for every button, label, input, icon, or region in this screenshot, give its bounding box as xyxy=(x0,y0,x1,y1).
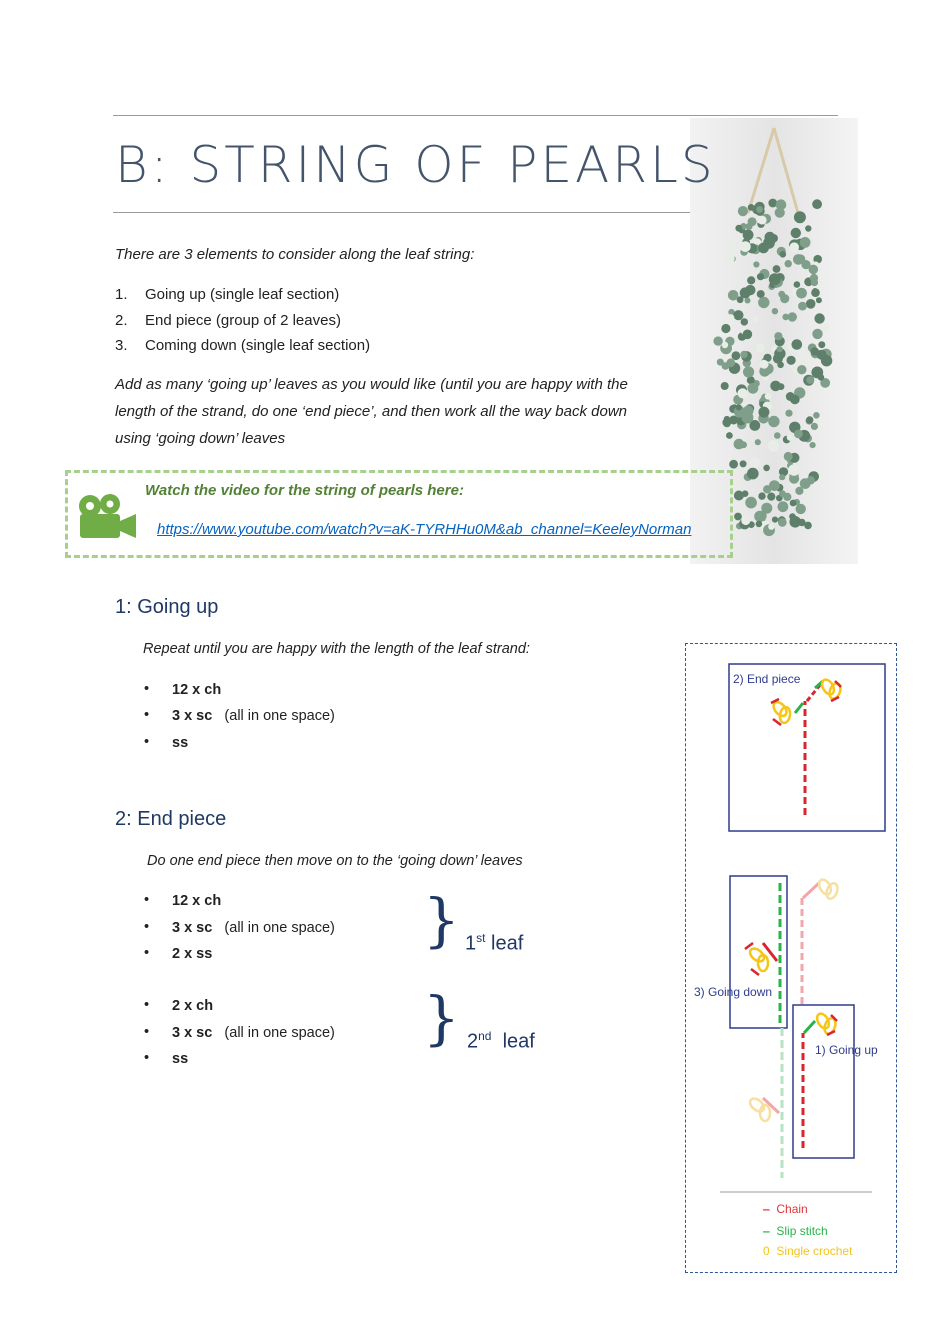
pearl-stitch xyxy=(748,383,759,394)
list-item: • ss xyxy=(144,734,189,751)
section-subtitle: Do one end piece then move on to the ‘going down’ leaves xyxy=(147,853,523,869)
pearl-stitch xyxy=(789,242,799,252)
pearl-stitch xyxy=(758,407,769,418)
pearl-stitch xyxy=(728,290,739,301)
pearl-stitch xyxy=(750,457,760,467)
pearl-stitch xyxy=(733,310,743,320)
pearl-stitch xyxy=(722,418,731,427)
pearl-stitch xyxy=(741,516,750,525)
pearl-stitch xyxy=(812,329,822,339)
pearl-stitch xyxy=(758,297,769,308)
list-item: 3. Coming down (single leaf section) xyxy=(115,337,371,354)
pearl-stitch xyxy=(757,273,764,280)
video-link[interactable]: https://www.youtube.com/watch?v=aK-TYRHHu0M&ab_channel=KeeleyNorman xyxy=(157,521,692,538)
stitch-diagram-drawing xyxy=(685,643,897,1273)
pearl-stitch xyxy=(773,354,783,364)
pearl-stitch xyxy=(817,350,827,360)
pearl-stitch xyxy=(767,440,779,452)
pearl-stitch xyxy=(769,480,780,491)
pearl-stitch xyxy=(741,412,753,424)
pearl-stitch xyxy=(769,273,781,285)
pearl-stitch xyxy=(724,253,735,264)
pearl-stitch xyxy=(734,439,745,450)
pearl-stitch xyxy=(738,388,748,398)
pearl-stitch xyxy=(800,237,811,248)
going-down-label: 3) Going down xyxy=(694,985,773,999)
top-rule xyxy=(113,115,838,116)
pearl-stitch xyxy=(765,393,772,400)
pearl-stitch xyxy=(784,452,793,461)
pearl-stitch xyxy=(806,299,816,309)
pearl-stitch xyxy=(760,360,769,369)
section-subtitle: Repeat until you are happy with the length of the leaf strand: xyxy=(143,641,530,657)
intro-text: There are 3 elements to consider along the leaf string: xyxy=(115,246,475,263)
pearl-stitch xyxy=(738,206,748,216)
list-item: • ss xyxy=(144,1050,189,1067)
pearl-stitch xyxy=(810,442,816,448)
pearl-stitch xyxy=(740,287,751,298)
pearl-stitch xyxy=(721,324,730,333)
pearl-stitch xyxy=(747,468,759,480)
pearl-stitch xyxy=(742,490,749,497)
pearl-stitch xyxy=(753,316,759,322)
pearl-stitch xyxy=(806,416,813,423)
pearl-stitch xyxy=(747,276,755,284)
pearl-stitch xyxy=(756,206,763,213)
pearl-stitch xyxy=(765,232,776,243)
pearl-stitch xyxy=(797,365,806,374)
pearl-stitch xyxy=(741,318,748,325)
pearl-stitch xyxy=(758,492,765,499)
pearl-stitch xyxy=(778,518,787,527)
pearl-stitch xyxy=(805,225,811,231)
pearl-stitch xyxy=(740,351,747,358)
brace-leaf-2: } xyxy=(423,984,460,1052)
pearl-stitch xyxy=(774,432,781,439)
pearl-stitch xyxy=(811,367,823,379)
pearl-stitch xyxy=(757,511,767,521)
pearl-stitch xyxy=(745,497,757,509)
pearl-stitch xyxy=(743,330,753,340)
legend-single-crochet: 0 Single crochet xyxy=(763,1244,853,1258)
list-item: • 12 x ch xyxy=(144,892,222,909)
pearl-stitch xyxy=(768,199,777,208)
pearl-stitch xyxy=(796,288,807,299)
pearl-stitch xyxy=(785,410,792,417)
pearl-stitch xyxy=(788,464,800,476)
pearl-stitch xyxy=(794,211,806,223)
pearl-stitch xyxy=(757,216,765,224)
pearl-stitch xyxy=(806,376,814,384)
pearl-stitch xyxy=(753,261,759,267)
pearl-stitch xyxy=(805,492,813,500)
leaf-1-label: 1st leaf xyxy=(465,931,524,955)
instruction-paragraph: Add as many ‘going up’ leaves as you would like (until you are happy with the length of the strand, do one ‘end piece’, and then work all the way back down using ‘going down’ leaves xyxy=(115,376,628,447)
pearl-stitch xyxy=(740,241,751,252)
list-item: • 2 x ss xyxy=(144,945,213,962)
pearl-stitch xyxy=(758,243,769,254)
pearl-stitch xyxy=(788,312,797,321)
slip-stitch-symbol: ‒ xyxy=(763,1224,770,1238)
list-item: • 12 x ch xyxy=(144,681,222,698)
pearl-stitch xyxy=(770,381,781,392)
pearl-stitch xyxy=(794,281,801,288)
list-item: • 2 x ch xyxy=(144,997,214,1014)
list-item: • 3 x sc (all in one space) xyxy=(144,1024,335,1041)
pearl-stitch xyxy=(794,430,803,439)
pearl-stitch xyxy=(790,500,797,507)
pearl-stitch xyxy=(792,339,803,350)
pearl-stitch xyxy=(768,416,779,427)
video-camera-icon xyxy=(76,492,140,540)
pearl-stitch xyxy=(767,493,775,501)
pearl-stitch xyxy=(717,359,724,366)
pearl-stitch xyxy=(818,341,825,348)
chain-symbol: ‒ xyxy=(763,1202,770,1216)
pearl-stitch xyxy=(768,524,774,530)
pearl-stitch xyxy=(778,501,789,512)
pearl-stitch xyxy=(789,513,796,520)
pearl-stitch xyxy=(800,478,811,489)
pearl-stitch xyxy=(733,480,739,486)
legend-slip-stitch: ‒ Slip stitch xyxy=(763,1224,828,1238)
pearl-stitch xyxy=(804,522,812,530)
pearl-stitch xyxy=(787,356,796,365)
pearl-stitch xyxy=(721,382,729,390)
pearl-stitch xyxy=(810,274,818,282)
pearl-stitch xyxy=(780,294,789,303)
list-item: • 3 x sc (all in one space) xyxy=(144,919,335,936)
going-up-label: 1) Going up xyxy=(815,1043,878,1057)
pearl-stitch xyxy=(772,517,778,523)
page-title: B: STRING OF PEARLS xyxy=(115,136,716,194)
pearl-stitch xyxy=(776,199,787,210)
pearl-stitch xyxy=(798,302,807,311)
pearl-stitch xyxy=(735,225,742,232)
pearl-stitch xyxy=(814,313,824,323)
section-heading-going-up: 1: Going up xyxy=(115,596,219,618)
pearl-stitch xyxy=(713,336,722,345)
leaf-2-label: 2nd leaf xyxy=(467,1029,535,1053)
list-item: 1. Going up (single leaf section) xyxy=(115,286,340,303)
pearl-stitch xyxy=(812,199,822,209)
pearl-stitch xyxy=(780,251,787,258)
pearl-stitch xyxy=(772,308,778,314)
legend-chain: ‒ Chain xyxy=(763,1202,808,1216)
pearl-stitch xyxy=(763,465,770,472)
pearl-stitch xyxy=(756,343,765,352)
pearl-stitch xyxy=(779,474,785,480)
pearl-stitch xyxy=(795,356,803,364)
single-crochet-symbol: 0 xyxy=(763,1244,770,1258)
pearl-stitch xyxy=(809,265,819,275)
pearl-stitch xyxy=(748,204,755,211)
pearl-stitch xyxy=(779,490,786,497)
pearl-stitch xyxy=(790,395,800,405)
pearl-stitch xyxy=(740,460,747,467)
pearl-stitch xyxy=(743,366,754,377)
pearl-stitch xyxy=(734,513,742,521)
pearl-stitch xyxy=(726,432,733,439)
pearl-stitch xyxy=(811,288,820,297)
pearl-stitch xyxy=(785,260,792,267)
pearl-stitch xyxy=(787,434,793,440)
pearl-stitch xyxy=(722,342,729,349)
list-item: • 3 x sc (all in one space) xyxy=(144,707,335,724)
pearl-stitch xyxy=(774,332,782,340)
list-item: 2. End piece (group of 2 leaves) xyxy=(115,312,341,329)
pearl-stitch xyxy=(745,298,751,304)
pearl-stitch xyxy=(729,460,738,469)
pearl-stitch xyxy=(804,356,813,365)
end-piece-label: 2) End piece xyxy=(733,672,801,686)
pearl-stitch xyxy=(755,439,761,445)
pearl-stitch xyxy=(726,358,735,367)
pearl-stitch xyxy=(773,265,781,273)
pearl-stitch xyxy=(736,404,742,410)
pearl-stitch xyxy=(732,351,741,360)
pearl-stitch xyxy=(816,297,822,303)
pearl-stitch xyxy=(756,521,763,528)
section-heading-end-piece: 2: End piece xyxy=(115,808,227,830)
pearl-stitch xyxy=(813,412,820,419)
video-title: Watch the video for the string of pearls here: xyxy=(145,482,464,499)
pearl-stitch xyxy=(727,314,735,322)
pearl-stitch xyxy=(811,423,818,430)
pearl-stitch xyxy=(725,242,735,252)
pearl-stitch xyxy=(791,228,801,238)
pearl-stitch xyxy=(777,346,783,352)
pearl-stitch xyxy=(746,223,753,230)
brace-leaf-1: } xyxy=(423,886,460,954)
